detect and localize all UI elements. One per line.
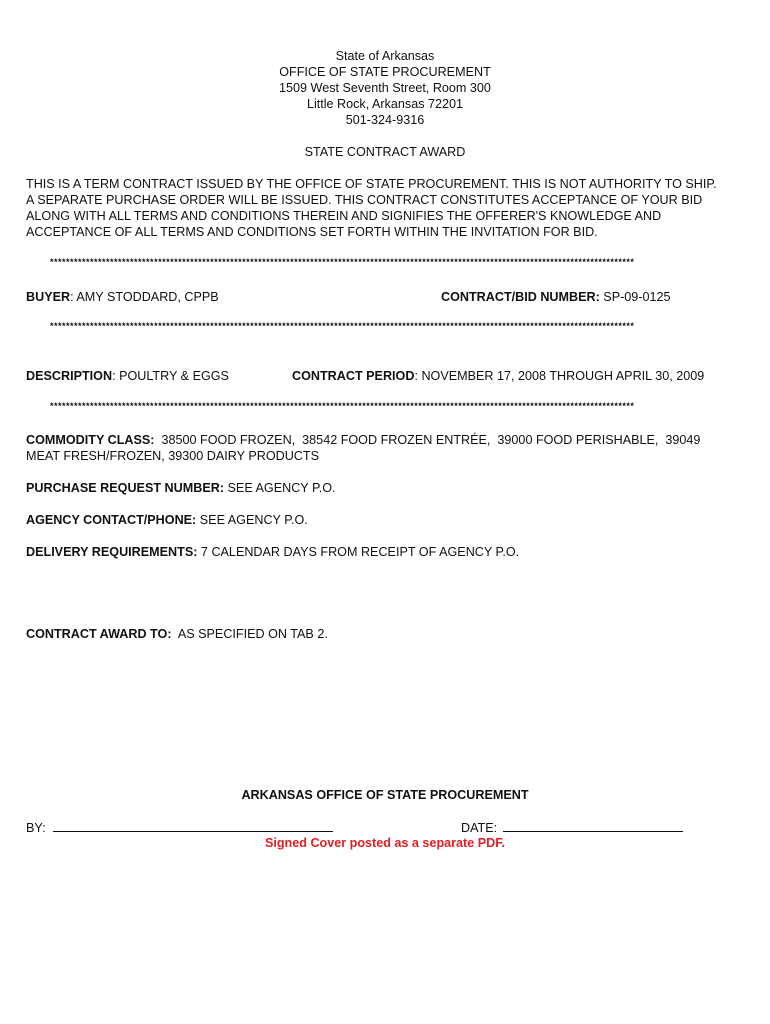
purchase-request-value: SEE AGENCY P.O.	[224, 481, 336, 495]
header-phone: 501-324-9316	[345, 113, 425, 127]
date-line	[503, 819, 683, 832]
header-state: State of Arkansas	[335, 49, 435, 63]
contract-number-value: SP-09-0125	[599, 290, 671, 304]
description-field	[26, 368, 229, 384]
delivery-requirements-field	[26, 544, 519, 560]
intro-line: THIS IS A TERM CONTRACT ISSUED BY THE OFFICE OF STATE PROCUREMENT. THIS IS NOT AUTHORITY TO SHIP.	[26, 177, 717, 191]
intro-line: A SEPARATE PURCHASE ORDER WILL BE ISSUED. THIS CONTRACT CONSTITUTES ACCEPTANCE OF YOUR BID	[26, 193, 703, 207]
buyer-value: : AMY STODDARD, CPPB	[70, 290, 219, 304]
agency-contact-field	[26, 512, 308, 528]
separator: **************************************************************************************************************************************************	[50, 401, 635, 411]
header-address-line1: 1509 West Seventh Street, Room 300	[279, 81, 491, 95]
header-address-line2: Little Rock, Arkansas 72201	[306, 97, 464, 111]
separator: **************************************************************************************************************************************************	[50, 321, 635, 331]
contract-award-to-label: CONTRACT AWARD TO:	[26, 627, 172, 641]
footer-organization: ARKANSAS OFFICE OF STATE PROCUREMENT	[241, 788, 529, 802]
contract-number-label: CONTRACT/BID NUMBER:	[441, 290, 600, 304]
intro-line: ALONG WITH ALL TERMS AND CONDITIONS THEREIN AND SIGNIFIES THE OFFERER'S KNOWLEDGE AND	[26, 209, 662, 223]
agency-contact-label: AGENCY CONTACT/PHONE:	[26, 513, 197, 527]
contract-period-field	[292, 368, 704, 384]
contract-award-to-value: AS SPECIFIED ON TAB 2.	[171, 627, 328, 641]
buyer-label: BUYER	[26, 290, 71, 304]
purchase-request-field	[26, 480, 336, 496]
date-label: DATE:	[461, 821, 498, 835]
signed-cover-note: Signed Cover posted as a separate PDF.	[264, 836, 506, 850]
commodity-class-continuation: MEAT FRESH/FROZEN, 39300 DAIRY PRODUCTS	[26, 449, 319, 463]
date-field	[461, 819, 683, 836]
by-label: BY:	[26, 821, 46, 835]
description-value: : POULTRY & EGGS	[112, 369, 229, 383]
description-label: DESCRIPTION	[26, 369, 113, 383]
header-office: OFFICE OF STATE PROCUREMENT	[279, 65, 491, 79]
intro-line: ACCEPTANCE OF ALL TERMS AND CONDITIONS SET FORTH WITHIN THE INVITATION FOR BID.	[26, 225, 598, 239]
separator: **************************************************************************************************************************************************	[50, 257, 635, 267]
commodity-class-label: COMMODITY CLASS:	[26, 433, 155, 447]
contract-award-to-field	[26, 626, 328, 642]
commodity-class-field	[26, 432, 700, 448]
agency-contact-value: SEE AGENCY P.O.	[196, 513, 308, 527]
signature-line	[53, 819, 333, 832]
delivery-requirements-value: 7 CALENDAR DAYS FROM RECEIPT OF AGENCY P.O.	[197, 545, 520, 559]
contract-period-label: CONTRACT PERIOD	[292, 369, 415, 383]
contract-number-field	[441, 289, 671, 305]
delivery-requirements-label: DELIVERY REQUIREMENTS:	[26, 545, 198, 559]
buyer-field	[26, 289, 219, 305]
purchase-request-label: PURCHASE REQUEST NUMBER:	[26, 481, 225, 495]
document-title: STATE CONTRACT AWARD	[304, 145, 466, 159]
commodity-class-value: 38500 FOOD FROZEN, 38542 FOOD FROZEN ENTRÉE, 39000 FOOD PERISHABLE, 39049	[154, 433, 701, 447]
contract-period-value: : NOVEMBER 17, 2008 THROUGH APRIL 30, 2009	[414, 369, 705, 383]
signature-by-field	[26, 819, 333, 836]
